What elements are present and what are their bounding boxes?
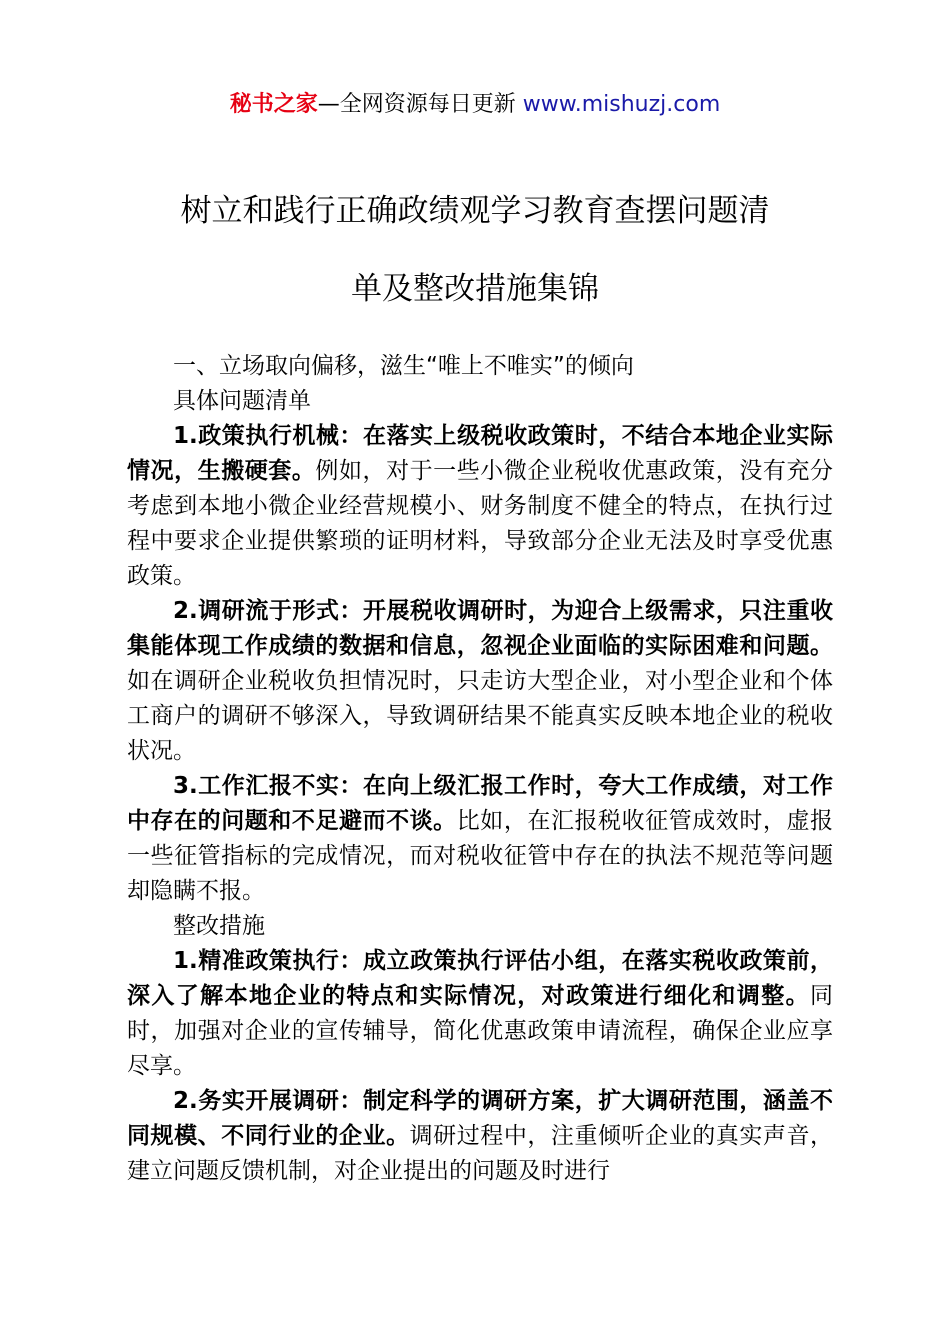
brand-name: 秘书之家 [229,92,318,117]
title-line-2: 单及整改措施集锦 [351,271,599,307]
measures-heading: 整改措施 [173,913,265,939]
measure-text: 同时，加强对企业的宣传辅导，简化优惠政策申请流程，确保企业应享尽享。 [127,983,833,1079]
site-url-link[interactable]: www.mishuzj.com [522,92,721,117]
measure-lead: 2.务实开展调研：制定科学的调研方案，扩大调研范围，涵盖不同规模、不同行业的企业。 [127,1088,833,1149]
problem-lead: 3.工作汇报不实：在向上级汇报工作时，夸大工作成绩，对工作中存在的问题和不足避而不谈。 [127,773,833,834]
problem-item [127,769,833,909]
measure-lead: 1.精准政策执行：成立政策执行评估小组，在落实税收政策前，深入了解本地企业的特点和实际情况，对政策进行细化和调整。 [127,948,833,1009]
document-body [127,349,833,1189]
problem-item [127,594,833,769]
problems-heading: 具体问题清单 [173,388,311,414]
problem-lead: 1.政策执行机械：在落实上级税收政策时，不结合本地企业实际情况，生搬硬套。 [127,423,833,484]
problem-lead: 2.调研流于形式：开展税收调研时，为迎合上级需求，只注重收集能体现工作成绩的数据和信息，忽视企业面临的实际困难和问题。 [127,598,833,659]
document-title [100,186,850,314]
measure-item [127,944,833,1084]
page-header [0,88,950,122]
section-heading: 一、立场取向偏移，滋生“唯上不唯实”的倾向 [173,353,634,379]
problem-text: 如在调研企业税收负担情况时，只走访大型企业，对小型企业和个体工商户的调研不够深入，导致调研结果不能真实反映本地企业的税收状况。 [127,668,833,764]
title-line-1: 树立和践行正确政绩观学习教育查摆问题清 [180,193,770,229]
problem-item [127,419,833,594]
measure-text: 调研过程中，注重倾听企业的真实声音，建立问题反馈机制，对企业提出的问题及时进行 [127,1123,834,1184]
problem-text: 例如，对于一些小微企业税收优惠政策，没有充分考虑到本地小微企业经营规模小、财务制度不健全的特点，在执行过程中要求企业提供繁琐的证明材料，导致部分企业无法及时享受优惠政策。 [127,458,834,589]
problem-text: 比如，在汇报税收征管成效时，虚报一些征管指标的完成情况，而对税收征管中存在的执法不规范等问题却隐瞒不报。 [127,808,834,904]
header-tagline: —全网资源每日更新 [317,92,523,117]
measure-item [127,1084,833,1189]
